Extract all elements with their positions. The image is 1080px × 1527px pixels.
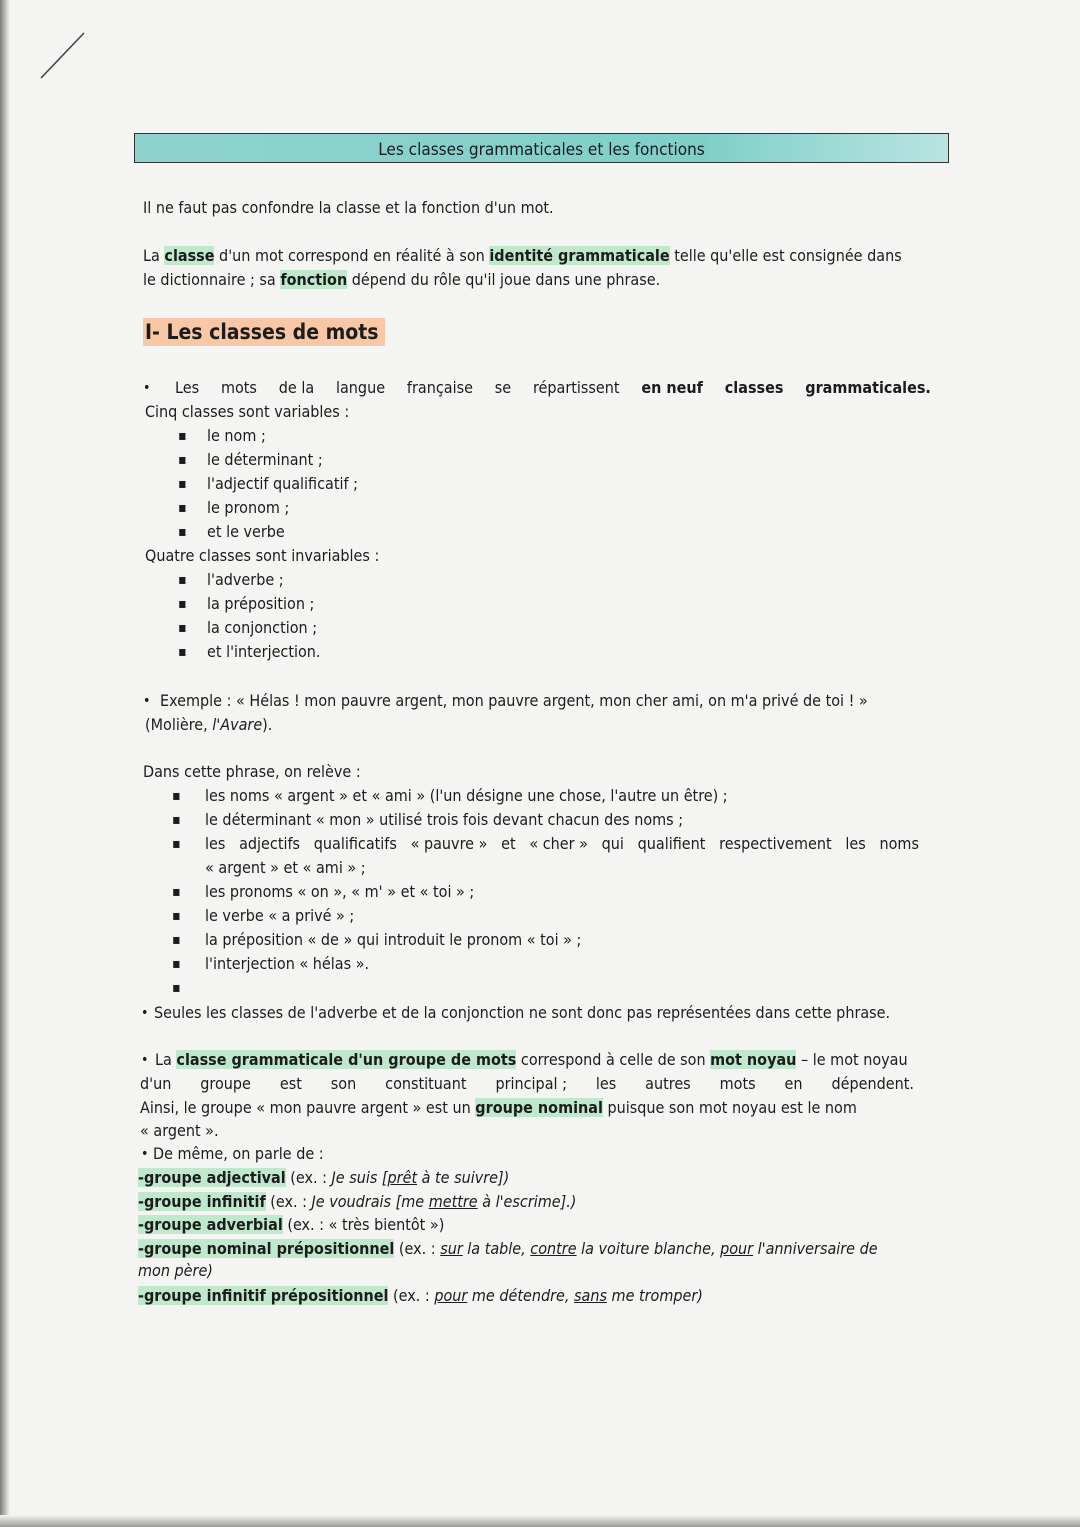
square-bullet-icon: ▪ <box>172 884 181 900</box>
intro-text: Il ne faut pas confondre la classe et la fonction d'un mot. <box>143 198 554 217</box>
square-bullet-icon: ▪ <box>178 428 187 444</box>
term-classe: classe <box>164 246 215 265</box>
square-bullet-icon: ▪ <box>172 908 181 924</box>
list-item: et le verbe <box>207 522 285 541</box>
term-group-class: classe grammaticale d'un groupe de mots <box>176 1050 517 1069</box>
group-nominal-prepositionnel: -groupe nominal prépositionnel (ex. : sur la table, contre la voiture blanche, pour l'anniversaire de <box>138 1239 878 1258</box>
list-item: le déterminant ; <box>207 450 323 469</box>
bullet-dot-icon: • <box>143 693 151 709</box>
example-quote: « Hélas ! mon pauvre argent, mon pauvre argent, mon cher ami, on m'a privé de toi ! » <box>236 691 868 710</box>
term-fonction: fonction <box>280 270 348 289</box>
group-nominal-prepositionnel-cont: mon père) <box>138 1261 213 1280</box>
invariables-intro: Quatre classes sont invariables : <box>145 546 380 565</box>
square-bullet-icon: ▪ <box>178 620 187 636</box>
list-item: et l'interjection. <box>207 642 321 661</box>
groups-line-1: La classe grammaticale d'un groupe de mots correspond à celle de son mot noyau – le mot noyau <box>155 1050 908 1069</box>
term-groupe-nominal: groupe nominal <box>475 1098 603 1117</box>
example-source: (Molière, l'Avare). <box>145 715 273 734</box>
list-item-continuation: « argent » et « ami » ; <box>205 858 366 877</box>
list-item: le pronom ; <box>207 498 290 517</box>
group-adjectival: -groupe adjectival (ex. : Je suis [prêt à te suivre]) <box>138 1168 510 1187</box>
classes-lead-line: Les mots de la langue française se répartissent en neuf classes grammaticales. <box>175 378 931 397</box>
square-bullet-icon: ▪ <box>172 932 181 948</box>
list-item: l'interjection « hélas ». <box>205 954 370 973</box>
bullet-dot-icon: • <box>141 1005 149 1021</box>
bullet-dot-icon: • <box>141 1146 149 1162</box>
groups-line-2: d'un groupe est son constituant principal ; les autres mots en dépendent. <box>140 1074 914 1093</box>
term-identite: identité grammaticale <box>489 246 670 265</box>
square-bullet-icon: ▪ <box>172 836 181 852</box>
section-heading: I- Les classes de mots <box>143 320 385 344</box>
definition-line-2: le dictionnaire ; sa fonction dépend du rôle qu'il joue dans une phrase. <box>143 270 661 289</box>
list-item: les adjectifs qualificatifs « pauvre » et « cher » qui qualifient respectivement les noms <box>205 834 919 853</box>
group-infinitif-prepositionnel: -groupe infinitif prépositionnel (ex. : pour me détendre, sans me tromper) <box>138 1286 703 1305</box>
group-infinitif: -groupe infinitif (ex. : Je voudrais [me mettre à l'escrime].) <box>138 1192 577 1211</box>
list-item: l'adverbe ; <box>207 570 284 589</box>
square-bullet-icon: ▪ <box>178 500 187 516</box>
term-mot-noyau: mot noyau <box>710 1050 797 1069</box>
list-item: la préposition ; <box>207 594 315 613</box>
definition-line-1: La classe d'un mot correspond en réalité à son identité grammaticale telle qu'elle est consignée dans <box>143 246 902 265</box>
analysis-intro: Dans cette phrase, on relève : <box>143 762 361 781</box>
conclusion-text: Seules les classes de l'adverbe et de la conjonction ne sont donc pas représentées dans cette phrase. <box>154 1003 891 1022</box>
bullet-dot-icon: • <box>143 380 151 396</box>
list-item: le nom ; <box>207 426 266 445</box>
groups-line-4: « argent ». <box>140 1121 219 1140</box>
list-item: la préposition « de » qui introduit le pronom « toi » ; <box>205 930 582 949</box>
square-bullet-icon: ▪ <box>178 572 187 588</box>
title-banner <box>134 133 949 163</box>
square-bullet-icon: ▪ <box>172 980 181 996</box>
bullet-dot-icon: • <box>141 1052 149 1068</box>
groups-line-3: Ainsi, le groupe « mon pauvre argent » est un groupe nominal puisque son mot noyau est le nom <box>140 1098 857 1117</box>
square-bullet-icon: ▪ <box>178 476 187 492</box>
square-bullet-icon: ▪ <box>178 524 187 540</box>
variables-intro: Cinq classes sont variables : <box>145 402 350 421</box>
square-bullet-icon: ▪ <box>172 812 181 828</box>
example-line: Exemple : « Hélas ! mon pauvre argent, mon pauvre argent, mon cher ami, on m'a privé de toi ! » <box>160 691 868 710</box>
square-bullet-icon: ▪ <box>178 452 187 468</box>
square-bullet-icon: ▪ <box>172 956 181 972</box>
groups-line-5: De même, on parle de : <box>153 1144 324 1163</box>
list-item: le verbe « a privé » ; <box>205 906 355 925</box>
list-item: l'adjectif qualificatif ; <box>207 474 358 493</box>
square-bullet-icon: ▪ <box>172 788 181 804</box>
list-item: les noms « argent » et « ami » (l'un désigne une chose, l'autre un être) ; <box>205 786 728 805</box>
page-title: Les classes grammaticales et les fonctions <box>378 140 705 160</box>
group-adverbial: -groupe adverbial (ex. : « très bientôt ») <box>138 1215 445 1234</box>
square-bullet-icon: ▪ <box>178 596 187 612</box>
square-bullet-icon: ▪ <box>178 644 187 660</box>
list-item: la conjonction ; <box>207 618 318 637</box>
list-item: les pronoms « on », « m' » et « toi » ; <box>205 882 475 901</box>
list-item: le déterminant « mon » utilisé trois fois devant chacun des noms ; <box>205 810 684 829</box>
